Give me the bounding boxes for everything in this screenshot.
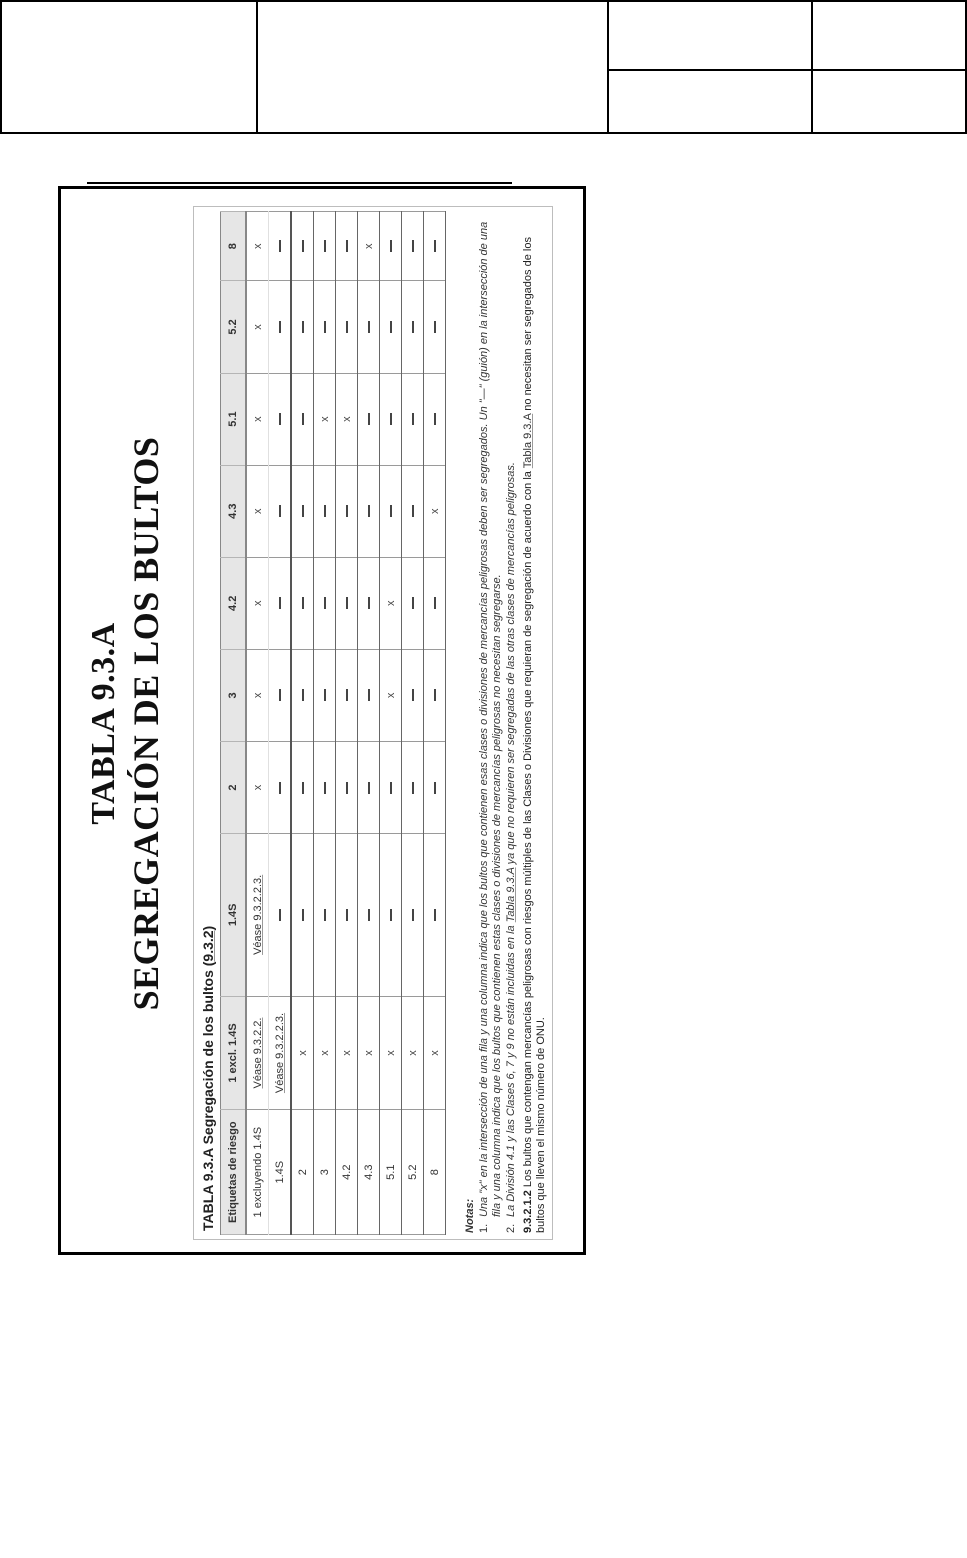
x-mark: x [340, 416, 353, 422]
dash-mark [302, 689, 304, 701]
x-mark: x [251, 600, 264, 607]
row-label: 5.1 [380, 1110, 402, 1235]
dash-mark [390, 782, 392, 794]
table-cell-dash [314, 465, 336, 557]
column-header: 5.1 [221, 373, 247, 465]
dash-mark [324, 689, 326, 701]
table-cell-dash [424, 557, 446, 649]
caption-text: TABLA 9.3.A Segregación de los bultos ( [200, 961, 216, 1231]
x-mark: x [251, 243, 264, 249]
dash-mark [390, 321, 392, 333]
dash-mark [434, 782, 436, 794]
table-cell-dash [336, 212, 358, 281]
table-cell-x [380, 996, 402, 1110]
dash-mark [368, 689, 370, 701]
dash-mark [302, 240, 304, 252]
x-mark: x [340, 1050, 353, 1056]
dash-mark [434, 909, 436, 921]
table-cell-x [246, 212, 269, 281]
dash-mark [412, 689, 414, 701]
table-cell-dash [291, 649, 314, 741]
table-row [291, 212, 314, 1235]
dash-mark [279, 782, 281, 794]
caption-link[interactable]: 9.3.2 [200, 930, 216, 962]
column-header: 1.4S [221, 834, 247, 997]
table-cell-dash [380, 212, 402, 281]
table-cell-dash [402, 649, 424, 741]
table-caption [200, 926, 216, 1231]
table-cell-x [424, 996, 446, 1110]
table-cell-dash [336, 649, 358, 741]
table-row [269, 212, 292, 1235]
table-row [314, 212, 336, 1235]
x-mark: x [384, 692, 397, 699]
dash-mark [368, 505, 370, 517]
table-cell-reference [246, 834, 269, 997]
table-row [424, 212, 446, 1235]
table-cell-dash [314, 281, 336, 373]
table-cell-dash [291, 373, 314, 465]
dash-mark [302, 909, 304, 921]
x-mark: x [384, 600, 397, 607]
dash-mark [434, 413, 436, 425]
note-2 [505, 215, 518, 1233]
paragraph-number: 9.3.2.1.2 [522, 1190, 534, 1233]
dash-mark [368, 413, 370, 425]
dash-mark [279, 505, 281, 517]
x-mark: x [318, 416, 331, 422]
table-cell-dash [291, 557, 314, 649]
paragraph-9-3-2-1-2 [522, 215, 548, 1233]
table-row [246, 212, 269, 1235]
table-cell-dash [402, 557, 424, 649]
table-cell-reference [246, 996, 269, 1110]
table-cell-dash [314, 741, 336, 833]
note-2-text-b: ya que no requieren ser segregadas de las otras clases de mercancías peligrosas. [505, 462, 517, 868]
dash-mark [412, 240, 414, 252]
paragraph-link[interactable]: Tabla 9.3.A [522, 413, 534, 469]
column-header: 3 [221, 649, 247, 741]
table-cell-x [380, 649, 402, 741]
table-cell-dash [269, 373, 292, 465]
note-2-text-a: La División 4.1 y las Clases 6, 7 y 9 no están incluidas en la [505, 922, 517, 1217]
table-cell-dash [269, 649, 292, 741]
segregation-table [220, 211, 446, 1235]
table-cell-dash [269, 465, 292, 557]
table-cell-dash [424, 281, 446, 373]
dash-mark [302, 413, 304, 425]
figure-frame [58, 186, 586, 1255]
table-cell-dash [358, 373, 380, 465]
table-row [358, 212, 380, 1235]
table-cell-dash [380, 281, 402, 373]
note-1-text: Una "x" en la intersección de una fila y una columna indica que los bultos que contienen esas clases o divisiones de mercancías peligrosas deben ser segregados. Un "—" (guión) en la intersección de una fila y una columna indica que los bultos que contienen estas clases o divisiones de mercancías peligrosas no necesitan segregarse. [478, 221, 503, 1217]
table-cell-dash [358, 834, 380, 997]
dash-mark [279, 321, 281, 333]
x-mark: x [251, 508, 264, 514]
dash-mark [368, 782, 370, 794]
row-label: 3 [314, 1110, 336, 1235]
note-1-number: 1. [478, 1223, 490, 1233]
table-cell-dash [380, 465, 402, 557]
dash-mark [390, 909, 392, 921]
table-cell-dash [336, 741, 358, 833]
table-cell-x [358, 996, 380, 1110]
figure-subtitle: SEGREGACIÓN DE LOS BULTOS [126, 436, 166, 1011]
table-cell-dash [314, 834, 336, 997]
dash-mark [412, 909, 414, 921]
row-label: 4.2 [336, 1110, 358, 1235]
dash-mark [302, 782, 304, 794]
table-cell-dash [291, 834, 314, 997]
x-mark: x [251, 784, 264, 791]
table-cell-x [246, 649, 269, 741]
table-cell-dash [402, 373, 424, 465]
table-cell-dash [314, 557, 336, 649]
table-cell-x [358, 212, 380, 281]
dash-mark [412, 782, 414, 794]
dash-mark [324, 597, 326, 609]
row-label: 2 [291, 1110, 314, 1235]
dash-mark [346, 321, 348, 333]
row-label: 1 excluyendo 1.4S [246, 1110, 269, 1235]
table-row [336, 212, 358, 1235]
paragraph-text-b: no necesitan ser segregados de los bultos que lleven el mismo número de ONU. [522, 237, 547, 1233]
dash-mark [279, 689, 281, 701]
x-mark: x [362, 243, 375, 249]
x-mark: x [318, 1050, 331, 1056]
table-cell-dash [358, 741, 380, 833]
dash-mark [324, 782, 326, 794]
row-label: 5.2 [402, 1110, 424, 1235]
dash-mark [412, 321, 414, 333]
table-cell-x [424, 465, 446, 557]
table-header-row [221, 212, 247, 1235]
dash-mark [412, 505, 414, 517]
dash-mark [412, 597, 414, 609]
dash-mark [434, 597, 436, 609]
table-cell-dash [424, 212, 446, 281]
dash-mark [346, 909, 348, 921]
dash-mark [324, 240, 326, 252]
separator-line [87, 182, 512, 184]
header-cell-title [256, 0, 609, 134]
dash-mark [368, 321, 370, 333]
table-cell-dash [402, 834, 424, 997]
column-header: 2 [221, 741, 247, 833]
table-cell-dash [336, 281, 358, 373]
note-2-number: 2. [505, 1223, 517, 1233]
table-cell-dash [358, 465, 380, 557]
table-cell-dash [291, 212, 314, 281]
dash-mark [324, 321, 326, 333]
x-mark: x [251, 416, 264, 422]
reference-link[interactable]: Véase 9.3.2.2.3. [273, 1012, 286, 1094]
table-cell-dash [358, 649, 380, 741]
table-cell-dash [269, 281, 292, 373]
row-label: 1.4S [269, 1110, 292, 1235]
table-cell-dash [336, 557, 358, 649]
table-cell-dash [380, 373, 402, 465]
x-mark: x [296, 1050, 309, 1056]
dash-mark [346, 782, 348, 794]
dash-mark [390, 413, 392, 425]
table-cell-x [246, 373, 269, 465]
page-header-table [0, 0, 967, 134]
table-cell-reference [269, 996, 292, 1110]
table-cell-x [380, 557, 402, 649]
dash-mark [434, 321, 436, 333]
table-cell-dash [402, 741, 424, 833]
table-cell-dash [402, 212, 424, 281]
column-header: 5.2 [221, 281, 247, 373]
notes-heading: Notas: [464, 1198, 476, 1233]
table-cell-dash [424, 373, 446, 465]
table-cell-x [314, 996, 336, 1110]
table-panel [193, 206, 553, 1240]
dash-mark [279, 240, 281, 252]
table-cell-dash [402, 465, 424, 557]
x-mark: x [362, 1050, 375, 1056]
row-label: 4.3 [358, 1110, 380, 1235]
column-header: Etiquetas de riesgo [221, 1110, 247, 1235]
table-cell-x [291, 996, 314, 1110]
header-cell-code [607, 0, 813, 71]
header-cell-code-value [811, 0, 967, 71]
table-cell-dash [402, 281, 424, 373]
table-cell-dash [269, 834, 292, 997]
x-mark: x [384, 1050, 397, 1056]
note-2-link[interactable]: Tabla 9.3.A [505, 867, 517, 923]
paragraph-text-a: Los bultos que contengan mercancías peligrosas con riesgos múltiples de las Clases o Divisiones que requieran de segregación de acuerdo con la [522, 468, 534, 1191]
note-1 [478, 215, 504, 1233]
x-mark: x [406, 1050, 419, 1056]
table-cell-dash [380, 741, 402, 833]
row-label: 8 [424, 1110, 446, 1235]
dash-mark [346, 240, 348, 252]
dash-mark [434, 240, 436, 252]
table-row [380, 212, 402, 1235]
table-cell-dash [314, 649, 336, 741]
table-cell-dash [291, 281, 314, 373]
table-cell-dash [336, 834, 358, 997]
dash-mark [279, 909, 281, 921]
rotated-figure [63, 196, 573, 1251]
table-cell-dash [291, 741, 314, 833]
table-row [402, 212, 424, 1235]
x-mark: x [251, 324, 264, 330]
x-mark: x [251, 692, 264, 699]
column-header: 4.2 [221, 557, 247, 649]
table-cell-dash [380, 834, 402, 997]
table-cell-dash [358, 557, 380, 649]
table-cell-x [246, 741, 269, 833]
table-cell-dash [291, 465, 314, 557]
dash-mark [368, 909, 370, 921]
table-cell-dash [269, 212, 292, 281]
header-cell-page [607, 69, 813, 134]
dash-mark [302, 505, 304, 517]
dash-mark [302, 597, 304, 609]
table-cell-dash [424, 649, 446, 741]
reference-link[interactable]: Véase 9.3.2.2.3. [251, 874, 264, 955]
table-cell-dash [269, 741, 292, 833]
dash-mark [412, 413, 414, 425]
dash-mark [346, 689, 348, 701]
dash-mark [390, 240, 392, 252]
dash-mark [346, 505, 348, 517]
dash-mark [279, 413, 281, 425]
table-cell-dash [424, 741, 446, 833]
dash-mark [279, 597, 281, 609]
column-header: 8 [221, 212, 247, 281]
table-cell-dash [358, 281, 380, 373]
notes-section [464, 215, 548, 1233]
table-cell-x [336, 996, 358, 1110]
header-cell-page-value [811, 69, 967, 134]
dash-mark [324, 909, 326, 921]
dash-mark [346, 597, 348, 609]
x-mark: x [428, 508, 441, 514]
dash-mark [302, 321, 304, 333]
caption-close: ) [200, 925, 216, 931]
figure-title: TABLA 9.3.A [85, 622, 122, 825]
reference-link[interactable]: Véase 9.3.2.2. [251, 1017, 264, 1089]
table-cell-dash [269, 557, 292, 649]
column-header: 1 excl. 1.4S [221, 996, 247, 1110]
dash-mark [434, 689, 436, 701]
table-cell-dash [424, 834, 446, 997]
dash-mark [390, 505, 392, 517]
table-cell-x [336, 373, 358, 465]
header-cell-logo [0, 0, 258, 134]
table-cell-x [246, 281, 269, 373]
table-cell-dash [336, 465, 358, 557]
table-cell-x [314, 373, 336, 465]
table-cell-dash [314, 212, 336, 281]
dash-mark [368, 597, 370, 609]
table-cell-x [402, 996, 424, 1110]
dash-mark [324, 505, 326, 517]
table-cell-x [246, 557, 269, 649]
table-cell-x [246, 465, 269, 557]
x-mark: x [428, 1050, 441, 1056]
column-header: 4.3 [221, 465, 247, 557]
